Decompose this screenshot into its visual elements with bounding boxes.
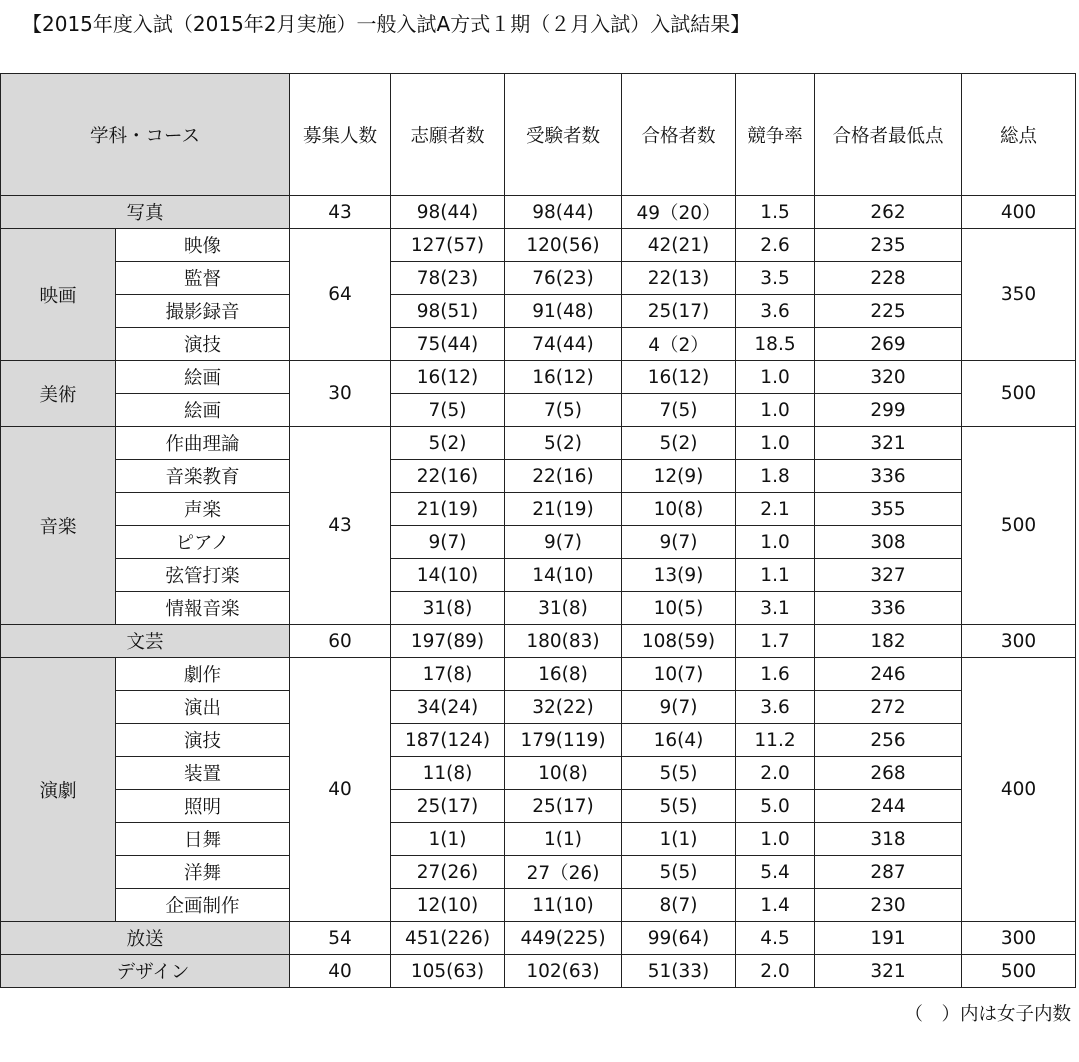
applicants-cell: 127(57) [391, 229, 505, 262]
min-score-cell: 269 [815, 328, 962, 361]
footnote: （ ）内は女子内数 [904, 1004, 1071, 1025]
header-course: 学科・コース [1, 74, 290, 196]
examinees-cell: 76(23) [505, 262, 622, 295]
min-score-cell: 268 [815, 757, 962, 790]
min-score-cell: 272 [815, 691, 962, 724]
applicants-cell: 14(10) [391, 559, 505, 592]
department-name: 音楽 [1, 427, 116, 625]
applicants-cell: 22(16) [391, 460, 505, 493]
ratio-cell: 3.6 [736, 295, 815, 328]
passed-cell: 9(7) [622, 526, 736, 559]
min-score-cell: 246 [815, 658, 962, 691]
passed-cell: 25(17) [622, 295, 736, 328]
passed-cell: 108(59) [622, 625, 736, 658]
examinees-cell: 14(10) [505, 559, 622, 592]
table-row [1, 724, 1076, 757]
passed-cell: 7(5) [622, 394, 736, 427]
passed-cell: 5(5) [622, 790, 736, 823]
quota-cell: 43 [290, 427, 391, 625]
applicants-cell: 25(17) [391, 790, 505, 823]
examinees-cell: 179(119) [505, 724, 622, 757]
passed-cell: 51(33) [622, 955, 736, 988]
header-passed: 合格者数 [622, 74, 736, 196]
table-row [1, 691, 1076, 724]
passed-cell: 5(2) [622, 427, 736, 460]
course-name: 装置 [116, 757, 290, 790]
department-name: 放送 [1, 922, 290, 955]
course-name: 声楽 [116, 493, 290, 526]
applicants-cell: 1(1) [391, 823, 505, 856]
table-row [1, 955, 1076, 988]
ratio-cell: 3.1 [736, 592, 815, 625]
min-score-cell: 235 [815, 229, 962, 262]
min-score-cell: 355 [815, 493, 962, 526]
table-row [1, 196, 1076, 229]
applicants-cell: 12(10) [391, 889, 505, 922]
min-score-cell: 299 [815, 394, 962, 427]
table-row [1, 262, 1076, 295]
applicants-cell: 16(12) [391, 361, 505, 394]
ratio-cell: 5.0 [736, 790, 815, 823]
quota-cell: 40 [290, 955, 391, 988]
table-row [1, 559, 1076, 592]
examinees-cell: 449(225) [505, 922, 622, 955]
min-score-cell: 182 [815, 625, 962, 658]
course-name: 絵画 [116, 361, 290, 394]
ratio-cell: 1.0 [736, 427, 815, 460]
table-row [1, 229, 1076, 262]
table-row [1, 625, 1076, 658]
applicants-cell: 197(89) [391, 625, 505, 658]
min-score-cell: 308 [815, 526, 962, 559]
table-row [1, 295, 1076, 328]
ratio-cell: 4.5 [736, 922, 815, 955]
table-row [1, 889, 1076, 922]
header-examinees: 受験者数 [505, 74, 622, 196]
examinees-cell: 120(56) [505, 229, 622, 262]
quota-cell: 60 [290, 625, 391, 658]
applicants-cell: 17(8) [391, 658, 505, 691]
min-score-cell: 318 [815, 823, 962, 856]
examinees-cell: 11(10) [505, 889, 622, 922]
passed-cell: 1(1) [622, 823, 736, 856]
table-row [1, 493, 1076, 526]
total-score-cell: 400 [962, 196, 1076, 229]
examinees-cell: 31(8) [505, 592, 622, 625]
department-name: 美術 [1, 361, 116, 427]
applicants-cell: 27(26) [391, 856, 505, 889]
passed-cell: 16(4) [622, 724, 736, 757]
passed-cell: 10(5) [622, 592, 736, 625]
course-name: 演出 [116, 691, 290, 724]
applicants-cell: 98(44) [391, 196, 505, 229]
applicants-cell: 34(24) [391, 691, 505, 724]
table-row [1, 427, 1076, 460]
course-name: 絵画 [116, 394, 290, 427]
examinees-cell: 5(2) [505, 427, 622, 460]
passed-cell: 4（2） [622, 328, 736, 361]
ratio-cell: 1.0 [736, 361, 815, 394]
total-score-cell: 300 [962, 625, 1076, 658]
course-name: 日舞 [116, 823, 290, 856]
department-name: 文芸 [1, 625, 290, 658]
passed-cell: 49（20） [622, 196, 736, 229]
ratio-cell: 1.0 [736, 823, 815, 856]
passed-cell: 5(5) [622, 757, 736, 790]
course-name: 映像 [116, 229, 290, 262]
min-score-cell: 230 [815, 889, 962, 922]
applicants-cell: 31(8) [391, 592, 505, 625]
applicants-cell: 5(2) [391, 427, 505, 460]
quota-cell: 64 [290, 229, 391, 361]
examinees-cell: 16(12) [505, 361, 622, 394]
table-row [1, 823, 1076, 856]
passed-cell: 16(12) [622, 361, 736, 394]
min-score-cell: 327 [815, 559, 962, 592]
ratio-cell: 2.0 [736, 955, 815, 988]
header-applicants: 志願者数 [391, 74, 505, 196]
examinees-cell: 180(83) [505, 625, 622, 658]
department-name: 演劇 [1, 658, 116, 922]
ratio-cell: 2.1 [736, 493, 815, 526]
ratio-cell: 1.0 [736, 526, 815, 559]
applicants-cell: 105(63) [391, 955, 505, 988]
table-row [1, 328, 1076, 361]
min-score-cell: 191 [815, 922, 962, 955]
examinees-cell: 91(48) [505, 295, 622, 328]
examinees-cell: 27（26) [505, 856, 622, 889]
results-table [0, 73, 1076, 988]
examinees-cell: 32(22) [505, 691, 622, 724]
table-row [1, 790, 1076, 823]
examinees-cell: 16(8) [505, 658, 622, 691]
applicants-cell: 11(8) [391, 757, 505, 790]
applicants-cell: 9(7) [391, 526, 505, 559]
passed-cell: 12(9) [622, 460, 736, 493]
ratio-cell: 1.6 [736, 658, 815, 691]
min-score-cell: 287 [815, 856, 962, 889]
examinees-cell: 98(44) [505, 196, 622, 229]
examinees-cell: 21(19) [505, 493, 622, 526]
examinees-cell: 1(1) [505, 823, 622, 856]
header-min-score: 合格者最低点 [815, 74, 962, 196]
department-name: デザイン [1, 955, 290, 988]
applicants-cell: 451(226) [391, 922, 505, 955]
examinees-cell: 10(8) [505, 757, 622, 790]
passed-cell: 22(13) [622, 262, 736, 295]
quota-cell: 54 [290, 922, 391, 955]
course-name: 情報音楽 [116, 592, 290, 625]
passed-cell: 9(7) [622, 691, 736, 724]
ratio-cell: 5.4 [736, 856, 815, 889]
course-name: ピアノ [116, 526, 290, 559]
min-score-cell: 321 [815, 427, 962, 460]
min-score-cell: 336 [815, 460, 962, 493]
min-score-cell: 262 [815, 196, 962, 229]
examinees-cell: 22(16) [505, 460, 622, 493]
passed-cell: 42(21) [622, 229, 736, 262]
ratio-cell: 1.4 [736, 889, 815, 922]
table-header [1, 74, 1076, 196]
table-row [1, 757, 1076, 790]
ratio-cell: 1.7 [736, 625, 815, 658]
applicants-cell: 187(124) [391, 724, 505, 757]
course-name: 弦管打楽 [116, 559, 290, 592]
min-score-cell: 228 [815, 262, 962, 295]
header-total: 総点 [962, 74, 1076, 196]
course-name: 演技 [116, 724, 290, 757]
examinees-cell: 9(7) [505, 526, 622, 559]
course-name: 作曲理論 [116, 427, 290, 460]
min-score-cell: 225 [815, 295, 962, 328]
examinees-cell: 7(5) [505, 394, 622, 427]
total-score-cell: 500 [962, 427, 1076, 625]
ratio-cell: 11.2 [736, 724, 815, 757]
quota-cell: 40 [290, 658, 391, 922]
course-name: 撮影録音 [116, 295, 290, 328]
course-name: 音楽教育 [116, 460, 290, 493]
total-score-cell: 400 [962, 658, 1076, 922]
applicants-cell: 21(19) [391, 493, 505, 526]
header-ratio: 競争率 [736, 74, 815, 196]
min-score-cell: 321 [815, 955, 962, 988]
ratio-cell: 18.5 [736, 328, 815, 361]
total-score-cell: 500 [962, 955, 1076, 988]
ratio-cell: 1.0 [736, 394, 815, 427]
ratio-cell: 3.5 [736, 262, 815, 295]
ratio-cell: 1.8 [736, 460, 815, 493]
department-name: 映画 [1, 229, 116, 361]
page-title: 【2015年度入試（2015年2月実施）一般入試A方式１期（２月入試）入試結果】 [22, 12, 751, 36]
header-quota: 募集人数 [290, 74, 391, 196]
table-body [1, 196, 1076, 988]
applicants-cell: 98(51) [391, 295, 505, 328]
ratio-cell: 3.6 [736, 691, 815, 724]
course-name: 洋舞 [116, 856, 290, 889]
passed-cell: 10(8) [622, 493, 736, 526]
course-name: 企画制作 [116, 889, 290, 922]
ratio-cell: 1.5 [736, 196, 815, 229]
course-name: 演技 [116, 328, 290, 361]
passed-cell: 5(5) [622, 856, 736, 889]
quota-cell: 43 [290, 196, 391, 229]
applicants-cell: 78(23) [391, 262, 505, 295]
examinees-cell: 102(63) [505, 955, 622, 988]
passed-cell: 10(7) [622, 658, 736, 691]
passed-cell: 8(7) [622, 889, 736, 922]
min-score-cell: 336 [815, 592, 962, 625]
total-score-cell: 300 [962, 922, 1076, 955]
course-name: 監督 [116, 262, 290, 295]
table-row [1, 658, 1076, 691]
passed-cell: 13(9) [622, 559, 736, 592]
table-row [1, 592, 1076, 625]
table-row [1, 526, 1076, 559]
table-row [1, 856, 1076, 889]
applicants-cell: 7(5) [391, 394, 505, 427]
passed-cell: 99(64) [622, 922, 736, 955]
examinees-cell: 25(17) [505, 790, 622, 823]
course-name: 劇作 [116, 658, 290, 691]
ratio-cell: 2.0 [736, 757, 815, 790]
quota-cell: 30 [290, 361, 391, 427]
table-row [1, 394, 1076, 427]
course-name: 照明 [116, 790, 290, 823]
applicants-cell: 75(44) [391, 328, 505, 361]
ratio-cell: 1.1 [736, 559, 815, 592]
table-row [1, 460, 1076, 493]
department-name: 写真 [1, 196, 290, 229]
min-score-cell: 320 [815, 361, 962, 394]
ratio-cell: 2.6 [736, 229, 815, 262]
total-score-cell: 350 [962, 229, 1076, 361]
min-score-cell: 244 [815, 790, 962, 823]
total-score-cell: 500 [962, 361, 1076, 427]
examinees-cell: 74(44) [505, 328, 622, 361]
table-row [1, 361, 1076, 394]
min-score-cell: 256 [815, 724, 962, 757]
table-row [1, 922, 1076, 955]
